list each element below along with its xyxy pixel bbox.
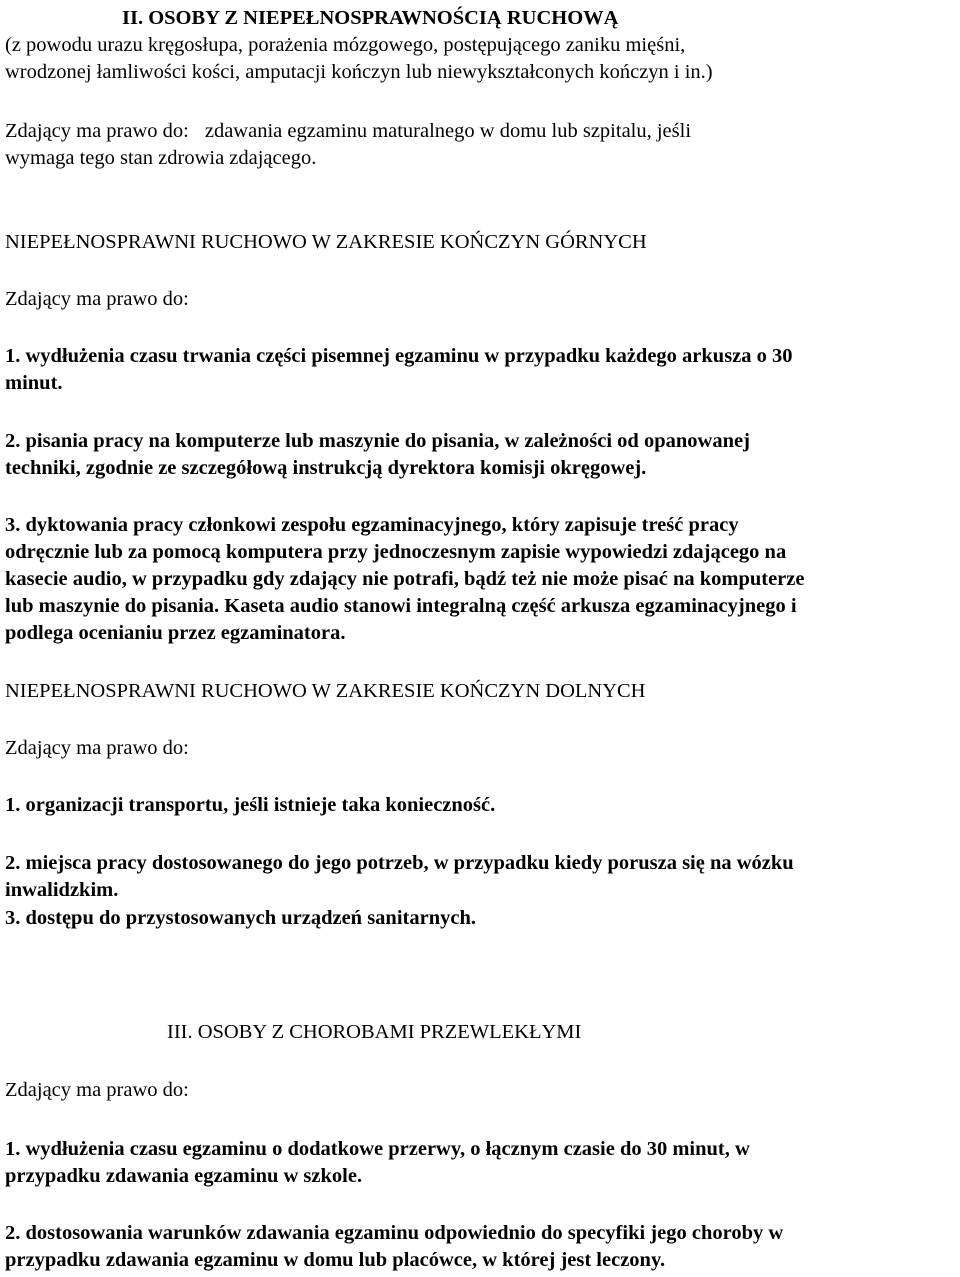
upper-item-1-line-2: minut. <box>5 372 63 394</box>
section-2-heading: II. OSOBY Z NIEPEŁNOSPRAWNOŚCIĄ RUCHOWĄ <box>122 7 619 29</box>
upper-item-3-line-4: lub maszynie do pisania. Kaseta audio stanowi integralną część arkusza egzaminacyjnego i <box>5 595 797 617</box>
upper-item-2-line-1: 2. pisania pracy na komputerze lub maszynie do pisania, w zależności od opanowanej <box>5 430 750 452</box>
section-2-rights-line-1 <box>5 119 691 144</box>
section-2-subtitle-line-1: (z powodu urazu kręgosłupa, porażenia mózgowego, postępującego zaniku mięśni, <box>5 34 686 56</box>
lower-item-2-line-2: inwalidzkim. <box>5 879 119 901</box>
section-3-item-1-line-1: 1. wydłużenia czasu egzaminu o dodatkowe przerwy, o łącznym czasie do 30 minut, w <box>5 1138 750 1160</box>
upper-limbs-heading: NIEPEŁNOSPRAWNI RUCHOWO W ZAKRESIE KOŃCZYN GÓRNYCH <box>5 231 647 253</box>
rights-text: zdawania egzaminu maturalnego w domu lub szpitalu, jeśli <box>204 120 692 142</box>
lower-limbs-rights-label: Zdający ma prawo do: <box>5 737 189 759</box>
lower-limbs-heading: NIEPEŁNOSPRAWNI RUCHOWO W ZAKRESIE KOŃCZYN DOLNYCH <box>5 680 646 702</box>
upper-item-1-line-1: 1. wydłużenia czasu trwania części pisemnej egzaminu w przypadku każdego arkusza o 30 <box>5 345 793 367</box>
section-3-heading: III. OSOBY Z CHOROBAMI PRZEWLEKŁYMI <box>167 1021 582 1043</box>
section-2-rights-line-2: wymaga tego stan zdrowia zdającego. <box>5 147 317 169</box>
section-3-item-2-line-1: 2. dostosowania warunków zdawania egzaminu odpowiednio do specyfiki jego choroby w <box>5 1222 784 1244</box>
lower-item-1: 1. organizacji transportu, jeśli istnieje taka konieczność. <box>5 794 496 816</box>
section-2-subtitle-line-2: wrodzonej łamliwości kości, amputacji kończyn lub niewykształconych kończyn i in.) <box>5 61 713 83</box>
section-3-item-2-line-2: przypadku zdawania egzaminu w domu lub placówce, w której jest leczony. <box>5 1249 666 1271</box>
upper-item-3-line-3: kasecie audio, w przypadku gdy zdający nie potrafi, bądź też nie może pisać na komputerze <box>5 568 805 590</box>
upper-item-3-line-5: podlega ocenianiu przez egzaminatora. <box>5 622 346 644</box>
rights-label: Zdający ma prawo do: <box>5 120 189 142</box>
upper-item-3-line-2: odręcznie lub za pomocą komputera przy jednoczesnym zapisie wypowiedzi zdającego na <box>5 541 787 563</box>
section-3-item-1-line-2: przypadku zdawania egzaminu w szkole. <box>5 1165 363 1187</box>
lower-item-2-line-1: 2. miejsca pracy dostosowanego do jego potrzeb, w przypadku kiedy porusza się na wózku <box>5 852 794 874</box>
upper-item-3-line-1: 3. dyktowania pracy członkowi zespołu egzaminacyjnego, który zapisuje treść pracy <box>5 514 739 536</box>
section-3-rights-label: Zdający ma prawo do: <box>5 1079 189 1101</box>
lower-item-3: 3. dostępu do przystosowanych urządzeń sanitarnych. <box>5 907 476 929</box>
upper-limbs-rights-label: Zdający ma prawo do: <box>5 288 189 310</box>
upper-item-2-line-2: techniki, zgodnie ze szczegółową instrukcją dyrektora komisji okręgowej. <box>5 457 647 479</box>
